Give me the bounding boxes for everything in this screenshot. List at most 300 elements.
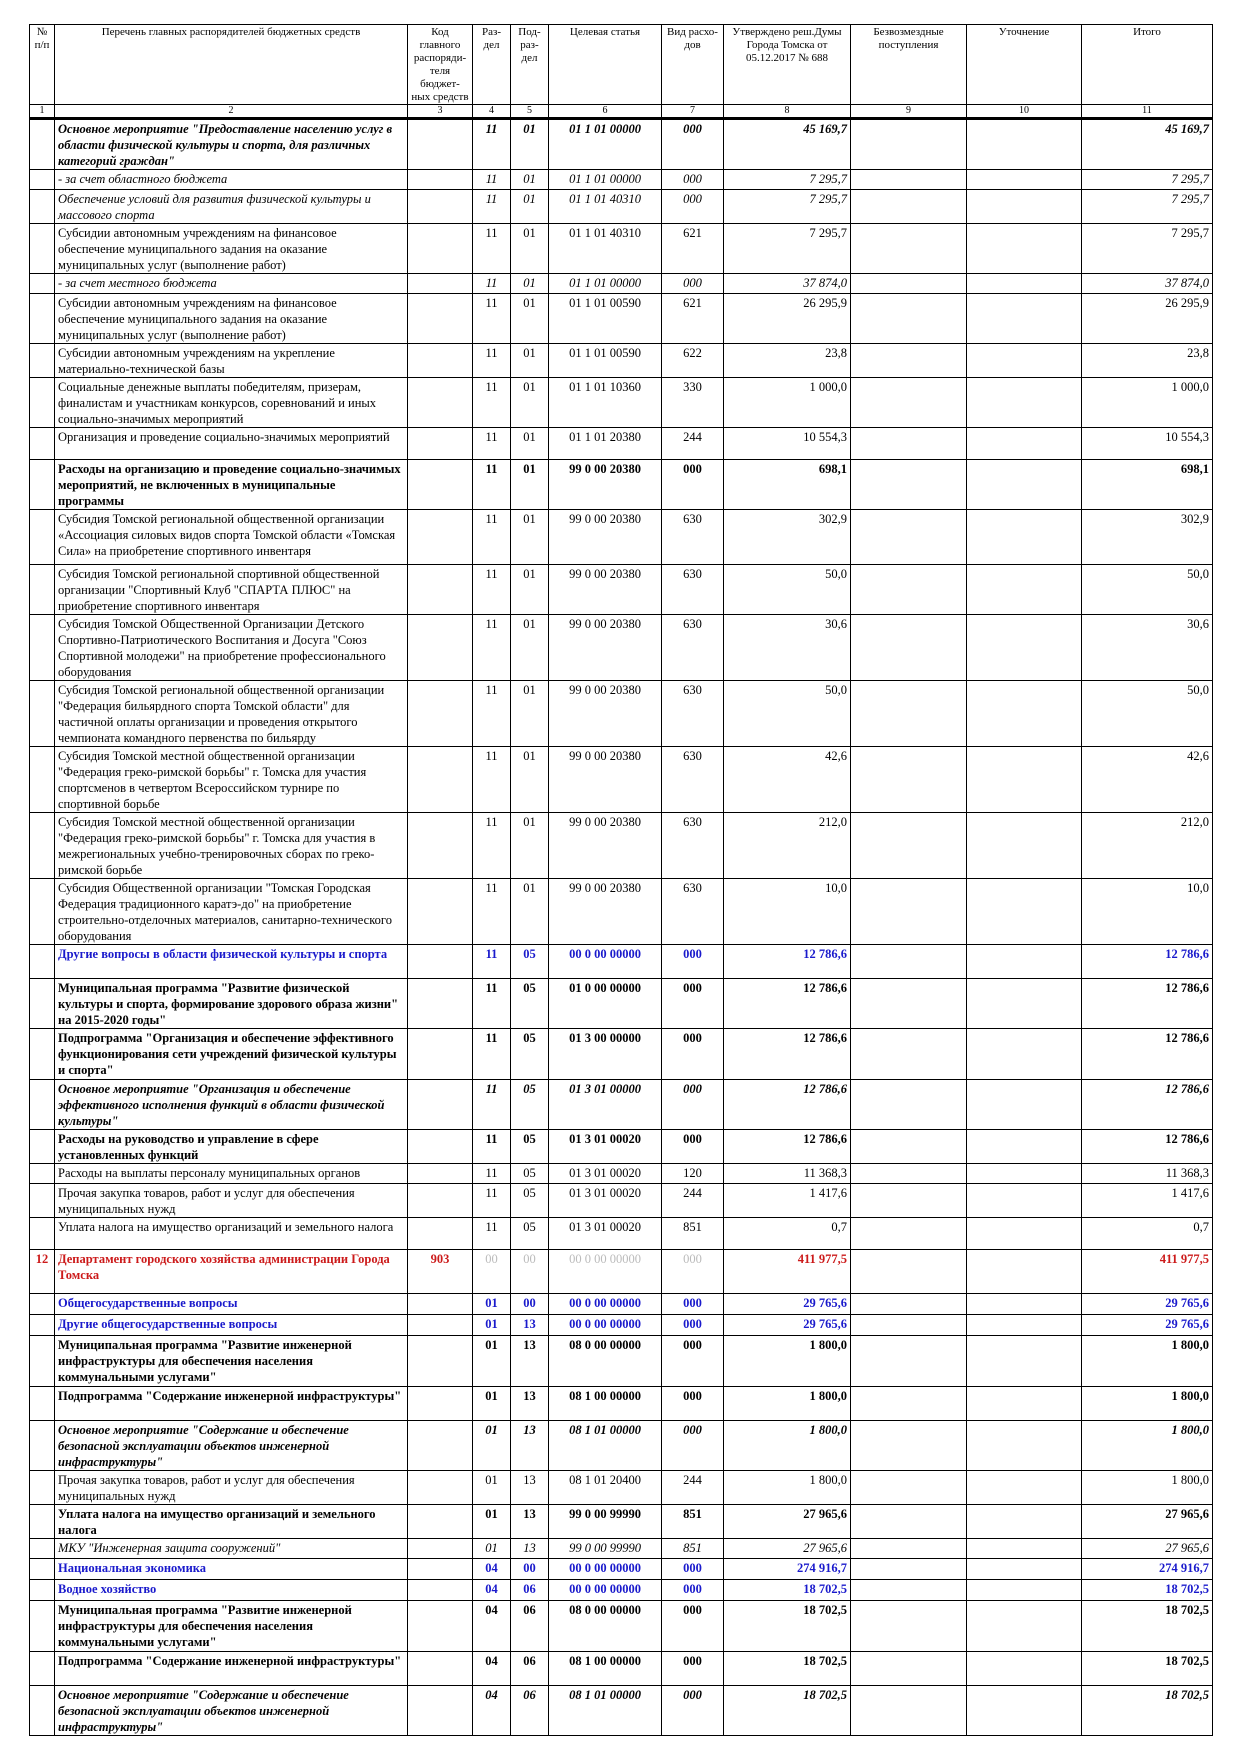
row-approved: 10 554,3 [724, 428, 851, 460]
table-row [30, 1250, 1213, 1294]
row-number [30, 813, 55, 879]
row-name: Муниципальная программа "Развитие инженерной инфраструктуры для обеспечения населения коммунальными услугами" [55, 1336, 408, 1387]
row-clarify [967, 1080, 1082, 1130]
row-total: 1 800,0 [1082, 1387, 1213, 1421]
row-clarify [967, 170, 1082, 190]
table-row [30, 1315, 1213, 1336]
row-approved: 11 368,3 [724, 1164, 851, 1184]
row-total: 29 765,6 [1082, 1294, 1213, 1315]
row-target: 01 3 01 00020 [549, 1184, 662, 1218]
row-target: 99 0 00 20380 [549, 510, 662, 565]
row-free [851, 1539, 967, 1559]
row-clarify [967, 190, 1082, 224]
row-podrazdel: 00 [511, 1559, 549, 1580]
row-podrazdel: 05 [511, 1130, 549, 1164]
row-razdel: 11 [473, 747, 511, 813]
row-approved: 42,6 [724, 747, 851, 813]
row-name: МКУ "Инженерная защита сооружений" [55, 1539, 408, 1559]
row-name: Субсидии автономным учреждениям на финансовое обеспечение муниципального задания на оказание муниципальных услуг (выполнение работ) [55, 224, 408, 274]
row-target: 00 0 00 00000 [549, 1315, 662, 1336]
row-free [851, 681, 967, 747]
header-razdel: Раз-дел [473, 25, 511, 105]
row-clarify [967, 945, 1082, 979]
row-code [408, 1559, 473, 1580]
row-vid: 000 [662, 1559, 724, 1580]
row-name: Национальная экономика [55, 1559, 408, 1580]
row-code [408, 190, 473, 224]
row-target: 08 1 00 00000 [549, 1652, 662, 1686]
row-razdel: 11 [473, 1218, 511, 1250]
row-podrazdel: 13 [511, 1505, 549, 1539]
row-target: 01 1 01 00000 [549, 170, 662, 190]
row-approved: 45 169,7 [724, 119, 851, 170]
row-name: Уплата налога на имущество организаций и земельного налога [55, 1218, 408, 1250]
row-free [851, 1184, 967, 1218]
row-total: 18 702,5 [1082, 1601, 1213, 1652]
row-vid: 622 [662, 344, 724, 378]
row-total: 12 786,6 [1082, 979, 1213, 1029]
row-code [408, 1601, 473, 1652]
row-free [851, 510, 967, 565]
row-code [408, 565, 473, 615]
row-number [30, 747, 55, 813]
row-code [408, 1164, 473, 1184]
row-vid: 000 [662, 1421, 724, 1471]
table-row [30, 510, 1213, 565]
row-clarify [967, 1218, 1082, 1250]
row-clarify [967, 1315, 1082, 1336]
row-razdel: 11 [473, 224, 511, 274]
row-podrazdel: 01 [511, 428, 549, 460]
row-razdel: 11 [473, 1184, 511, 1218]
row-target: 00 0 00 00000 [549, 1580, 662, 1601]
row-clarify [967, 344, 1082, 378]
row-approved: 10,0 [724, 879, 851, 945]
row-target: 01 1 01 00000 [549, 119, 662, 170]
row-free [851, 1080, 967, 1130]
col-number: 2 [55, 105, 408, 119]
row-number [30, 565, 55, 615]
row-approved: 50,0 [724, 681, 851, 747]
row-podrazdel: 01 [511, 224, 549, 274]
row-clarify [967, 1471, 1082, 1505]
row-target: 08 1 01 00000 [549, 1686, 662, 1736]
table-row [30, 945, 1213, 979]
table-row [30, 1539, 1213, 1559]
row-code [408, 1029, 473, 1080]
row-name: - за счет областного бюджета [55, 170, 408, 190]
row-podrazdel: 06 [511, 1686, 549, 1736]
row-number [30, 979, 55, 1029]
table-row [30, 1387, 1213, 1421]
row-name: Муниципальная программа "Развитие инженерной инфраструктуры для обеспечения населения коммунальными услугами" [55, 1601, 408, 1652]
row-code [408, 1130, 473, 1164]
row-total: 411 977,5 [1082, 1250, 1213, 1294]
row-target: 00 0 00 00000 [549, 945, 662, 979]
row-clarify [967, 1421, 1082, 1471]
row-razdel: 11 [473, 565, 511, 615]
row-clarify [967, 1559, 1082, 1580]
row-total: 7 295,7 [1082, 170, 1213, 190]
row-target: 99 0 00 99990 [549, 1505, 662, 1539]
row-clarify [967, 1184, 1082, 1218]
row-clarify [967, 747, 1082, 813]
row-clarify [967, 1387, 1082, 1421]
row-code [408, 1539, 473, 1559]
row-razdel: 01 [473, 1336, 511, 1387]
row-approved: 37 874,0 [724, 274, 851, 294]
row-name: Расходы на организацию и проведение социально-значимых мероприятий, не включенных в муниципальные программы [55, 460, 408, 510]
row-vid: 000 [662, 1029, 724, 1080]
row-razdel: 11 [473, 274, 511, 294]
table-row [30, 1029, 1213, 1080]
row-approved: 411 977,5 [724, 1250, 851, 1294]
row-free [851, 879, 967, 945]
row-name: Расходы на выплаты персоналу муниципальных органов [55, 1164, 408, 1184]
row-name: Субсидия Томской региональной спортивной общественной организации "Спортивный Клуб "СПАРТА ПЛЮС" на приобретение спортивного инвентаря [55, 565, 408, 615]
row-clarify [967, 294, 1082, 344]
row-clarify [967, 565, 1082, 615]
row-total: 50,0 [1082, 565, 1213, 615]
row-free [851, 979, 967, 1029]
row-podrazdel: 05 [511, 1080, 549, 1130]
row-total: 1 800,0 [1082, 1471, 1213, 1505]
row-free [851, 615, 967, 681]
row-razdel: 11 [473, 681, 511, 747]
row-razdel: 11 [473, 119, 511, 170]
row-code [408, 747, 473, 813]
row-free [851, 747, 967, 813]
row-total: 1 417,6 [1082, 1184, 1213, 1218]
row-clarify [967, 224, 1082, 274]
row-approved: 698,1 [724, 460, 851, 510]
row-target: 99 0 00 20380 [549, 813, 662, 879]
row-free [851, 1294, 967, 1315]
row-vid: 851 [662, 1539, 724, 1559]
row-clarify [967, 813, 1082, 879]
table-row [30, 747, 1213, 813]
row-free [851, 1029, 967, 1080]
row-free [851, 1130, 967, 1164]
row-podrazdel: 01 [511, 460, 549, 510]
row-vid: 630 [662, 510, 724, 565]
row-total: 42,6 [1082, 747, 1213, 813]
row-approved: 0,7 [724, 1218, 851, 1250]
row-podrazdel: 00 [511, 1294, 549, 1315]
row-code [408, 1580, 473, 1601]
row-vid: 000 [662, 1130, 724, 1164]
row-number [30, 170, 55, 190]
row-total: 274 916,7 [1082, 1559, 1213, 1580]
row-razdel: 01 [473, 1505, 511, 1539]
table-row [30, 1652, 1213, 1686]
row-code [408, 378, 473, 428]
row-code [408, 1315, 473, 1336]
column-number-row [30, 105, 1213, 119]
row-approved: 12 786,6 [724, 945, 851, 979]
col-number: 1 [30, 105, 55, 119]
row-free [851, 1336, 967, 1387]
row-vid: 330 [662, 378, 724, 428]
row-name: Основное мероприятие "Содержание и обеспечение безопасной эксплуатации объектов инженерной инфраструктуры" [55, 1686, 408, 1736]
row-approved: 302,9 [724, 510, 851, 565]
row-target: 08 0 00 00000 [549, 1336, 662, 1387]
col-number: 6 [549, 105, 662, 119]
row-name: Подпрограмма "Содержание инженерной инфраструктуры" [55, 1387, 408, 1421]
row-vid: 244 [662, 1471, 724, 1505]
row-total: 12 786,6 [1082, 1029, 1213, 1080]
row-name: Основное мероприятие "Предоставление населению услуг в области физической культуры и спорта, для различных категорий граждан" [55, 119, 408, 170]
row-free [851, 565, 967, 615]
row-clarify [967, 615, 1082, 681]
row-razdel: 11 [473, 460, 511, 510]
row-number [30, 1029, 55, 1080]
row-free [851, 1315, 967, 1336]
row-name: Основное мероприятие "Организация и обеспечение эффективного исполнения функций в области физической культуры" [55, 1080, 408, 1130]
row-number [30, 1336, 55, 1387]
row-clarify [967, 1294, 1082, 1315]
table-row [30, 1336, 1213, 1387]
table-row [30, 1580, 1213, 1601]
row-name: Социальные денежные выплаты победителям, призерам, финалистам и участникам конкурсов, соревнований и иных социально-значимых мероприятий [55, 378, 408, 428]
row-target: 01 1 01 00590 [549, 344, 662, 378]
row-total: 30,6 [1082, 615, 1213, 681]
row-target: 01 3 01 00020 [549, 1218, 662, 1250]
row-clarify [967, 378, 1082, 428]
row-name: Общегосударственные вопросы [55, 1294, 408, 1315]
row-total: 1 800,0 [1082, 1336, 1213, 1387]
header-vid: Вид расхо-дов [662, 25, 724, 105]
row-target: 01 3 00 00000 [549, 1029, 662, 1080]
table-row [30, 1218, 1213, 1250]
row-name: Прочая закупка товаров, работ и услуг для обеспечения муниципальных нужд [55, 1184, 408, 1218]
row-razdel: 11 [473, 344, 511, 378]
row-clarify [967, 119, 1082, 170]
row-code [408, 1294, 473, 1315]
row-razdel: 11 [473, 1029, 511, 1080]
row-code [408, 428, 473, 460]
row-vid: 000 [662, 170, 724, 190]
row-target: 01 1 01 00590 [549, 294, 662, 344]
header-clarify: Уточнение [967, 25, 1082, 105]
row-code [408, 344, 473, 378]
table-row [30, 1130, 1213, 1164]
row-name: Субсидия Томской Общественной Организации Детского Спортивно-Патриотического Воспитания и Досуга "Союз Спортивной молодежи" на приобретение профессионального оборудования [55, 615, 408, 681]
row-total: 302,9 [1082, 510, 1213, 565]
row-total: 7 295,7 [1082, 190, 1213, 224]
table-row [30, 681, 1213, 747]
row-approved: 30,6 [724, 615, 851, 681]
row-free [851, 1559, 967, 1580]
row-total: 11 368,3 [1082, 1164, 1213, 1184]
row-vid: 000 [662, 1315, 724, 1336]
row-podrazdel: 01 [511, 813, 549, 879]
table-row [30, 344, 1213, 378]
row-number [30, 1559, 55, 1580]
table-row [30, 813, 1213, 879]
row-razdel: 11 [473, 1164, 511, 1184]
row-clarify [967, 1130, 1082, 1164]
col-number: 9 [851, 105, 967, 119]
row-free [851, 170, 967, 190]
row-target: 99 0 00 20380 [549, 615, 662, 681]
row-target: 99 0 00 20380 [549, 747, 662, 813]
row-vid: 630 [662, 565, 724, 615]
row-code [408, 224, 473, 274]
row-code [408, 510, 473, 565]
row-name: Субсидии автономным учреждениям на финансовое обеспечение муниципального задания на оказание муниципальных услуг (выполнение работ) [55, 294, 408, 344]
row-vid: 000 [662, 1250, 724, 1294]
row-podrazdel: 05 [511, 1218, 549, 1250]
row-name: Департамент городского хозяйства администрации Города Томска [55, 1250, 408, 1294]
row-code [408, 1421, 473, 1471]
table-row [30, 224, 1213, 274]
row-total: 29 765,6 [1082, 1315, 1213, 1336]
row-podrazdel: 13 [511, 1336, 549, 1387]
row-target: 01 3 01 00020 [549, 1164, 662, 1184]
row-vid: 851 [662, 1505, 724, 1539]
row-code [408, 1652, 473, 1686]
row-podrazdel: 01 [511, 274, 549, 294]
row-number [30, 1471, 55, 1505]
row-approved: 27 965,6 [724, 1505, 851, 1539]
col-number: 10 [967, 105, 1082, 119]
row-total: 1 800,0 [1082, 1421, 1213, 1471]
row-razdel: 01 [473, 1421, 511, 1471]
row-podrazdel: 01 [511, 294, 549, 344]
row-name: Субсидия Томской региональной общественной организации "Федерация бильярдного спорта Томской области" для частичной оплаты организации и проведения открытого чемпионата командного первенства по бильярду [55, 681, 408, 747]
row-code [408, 1218, 473, 1250]
row-approved: 1 800,0 [724, 1387, 851, 1421]
row-name: Организация и проведение социально-значимых мероприятий [55, 428, 408, 460]
row-clarify [967, 1505, 1082, 1539]
row-razdel: 11 [473, 615, 511, 681]
row-number [30, 1421, 55, 1471]
row-code [408, 1471, 473, 1505]
row-total: 212,0 [1082, 813, 1213, 879]
table-row [30, 119, 1213, 170]
table-row [30, 294, 1213, 344]
table-header [30, 25, 1213, 119]
row-number [30, 224, 55, 274]
col-number: 11 [1082, 105, 1213, 119]
row-code [408, 945, 473, 979]
table-row [30, 1559, 1213, 1580]
row-vid: 621 [662, 224, 724, 274]
row-code [408, 681, 473, 747]
row-total: 27 965,6 [1082, 1505, 1213, 1539]
row-vid: 851 [662, 1218, 724, 1250]
row-approved: 212,0 [724, 813, 851, 879]
row-vid: 630 [662, 681, 724, 747]
row-number [30, 1130, 55, 1164]
row-target: 99 0 00 20380 [549, 565, 662, 615]
row-number [30, 119, 55, 170]
row-target: 00 0 00 00000 [549, 1559, 662, 1580]
header-free: Безвозмездные поступления [851, 25, 967, 105]
table-row [30, 1421, 1213, 1471]
row-free [851, 190, 967, 224]
row-clarify [967, 1601, 1082, 1652]
row-target: 08 0 00 00000 [549, 1601, 662, 1652]
row-vid: 630 [662, 813, 724, 879]
row-podrazdel: 05 [511, 1164, 549, 1184]
row-total: 698,1 [1082, 460, 1213, 510]
row-podrazdel: 06 [511, 1580, 549, 1601]
row-number [30, 879, 55, 945]
row-code [408, 119, 473, 170]
row-total: 37 874,0 [1082, 274, 1213, 294]
row-free [851, 1505, 967, 1539]
row-vid: 630 [662, 879, 724, 945]
table-row [30, 274, 1213, 294]
table-row [30, 615, 1213, 681]
row-code [408, 615, 473, 681]
row-name: Подпрограмма "Содержание инженерной инфраструктуры" [55, 1652, 408, 1686]
row-name: Другие вопросы в области физической культуры и спорта [55, 945, 408, 979]
row-vid: 630 [662, 747, 724, 813]
row-podrazdel: 05 [511, 1029, 549, 1080]
row-free [851, 294, 967, 344]
row-total: 12 786,6 [1082, 1130, 1213, 1164]
row-name: Субсидия Общественной организации "Томская Городская Федерация традиционного каратэ-до" на приобретение строительно-отделочных материалов, санитарно-технического оборудования [55, 879, 408, 945]
col-number: 8 [724, 105, 851, 119]
row-number [30, 460, 55, 510]
row-podrazdel: 01 [511, 119, 549, 170]
row-number: 12 [30, 1250, 55, 1294]
row-podrazdel: 00 [511, 1250, 549, 1294]
col-number: 4 [473, 105, 511, 119]
row-target: 08 1 00 00000 [549, 1387, 662, 1421]
row-free [851, 1652, 967, 1686]
row-number [30, 1652, 55, 1686]
col-number: 7 [662, 105, 724, 119]
row-clarify [967, 1164, 1082, 1184]
row-clarify [967, 460, 1082, 510]
row-number [30, 294, 55, 344]
row-approved: 29 765,6 [724, 1315, 851, 1336]
col-number: 5 [511, 105, 549, 119]
row-code [408, 170, 473, 190]
row-name: Обеспечение условий для развития физической культуры и массового спорта [55, 190, 408, 224]
table-row [30, 378, 1213, 428]
row-target: 00 0 00 00000 [549, 1294, 662, 1315]
header-target: Целевая статья [549, 25, 662, 105]
row-razdel: 01 [473, 1315, 511, 1336]
row-vid: 000 [662, 119, 724, 170]
row-number [30, 945, 55, 979]
row-podrazdel: 05 [511, 979, 549, 1029]
row-free [851, 344, 967, 378]
row-total: 10 554,3 [1082, 428, 1213, 460]
row-free [851, 1387, 967, 1421]
row-podrazdel: 01 [511, 344, 549, 378]
table-row [30, 460, 1213, 510]
row-podrazdel: 06 [511, 1601, 549, 1652]
row-approved: 18 702,5 [724, 1580, 851, 1601]
row-free [851, 1218, 967, 1250]
row-code [408, 1336, 473, 1387]
row-total: 12 786,6 [1082, 1080, 1213, 1130]
row-vid: 000 [662, 1652, 724, 1686]
row-code [408, 274, 473, 294]
row-target: 01 3 01 00020 [549, 1130, 662, 1164]
row-vid: 000 [662, 945, 724, 979]
row-razdel: 00 [473, 1250, 511, 1294]
row-free [851, 224, 967, 274]
row-vid: 120 [662, 1164, 724, 1184]
row-podrazdel: 13 [511, 1539, 549, 1559]
